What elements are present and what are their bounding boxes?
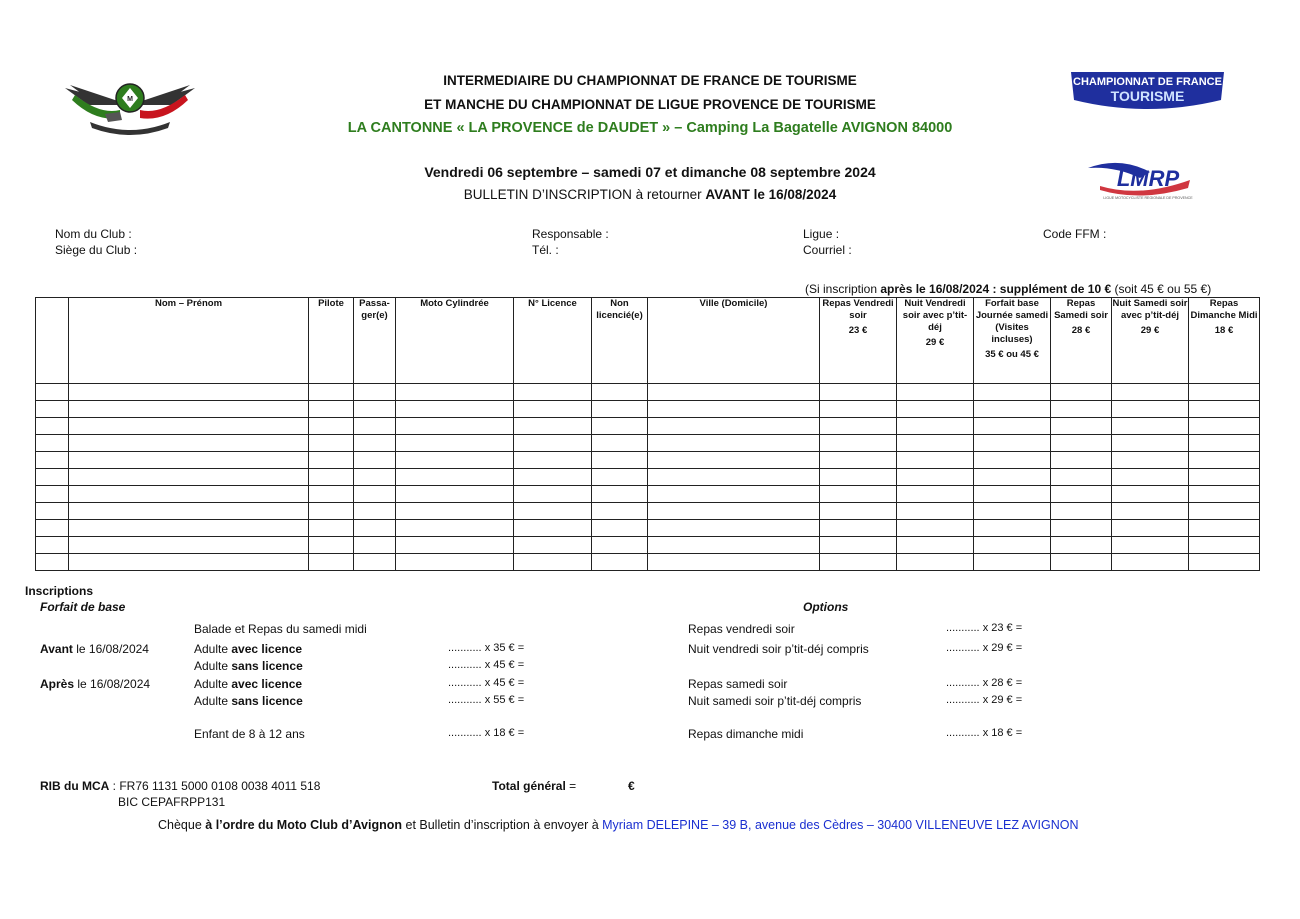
supplement-bold: après le 16/08/2024 : supplément de 10 € — [880, 282, 1112, 296]
tel-label: Tél. : — [532, 243, 559, 257]
table-cell[interactable] — [1189, 520, 1260, 537]
table-cell[interactable] — [592, 503, 648, 520]
forfait-title: Forfait de base — [40, 600, 126, 614]
table-cell[interactable] — [974, 554, 1051, 571]
header-line-1: INTERMEDIAIRE DU CHAMPIONNAT DE FRANCE DE TOURISME — [443, 73, 857, 88]
enfant-label: Enfant de 8 à 12 ans — [194, 727, 305, 741]
table-cell[interactable] — [897, 435, 974, 452]
table-cell[interactable] — [514, 554, 592, 571]
avant-label: Avant — [40, 642, 73, 656]
table-cell[interactable] — [1112, 418, 1189, 435]
adulte-sans-licence-1 — [194, 659, 303, 673]
dots: ........... — [946, 727, 980, 739]
table-cell[interactable] — [897, 537, 974, 554]
cheque-order: à l’ordre du Moto Club d’Avignon — [205, 818, 403, 832]
siege-club-label: Siège du Club : — [55, 243, 138, 257]
adulte-text: Adulte — [194, 677, 232, 691]
rib-value: : FR76 1131 5000 0108 0038 4011 518 — [109, 779, 321, 793]
table-cell[interactable] — [592, 452, 648, 469]
lmrp-subtext: LIGUE MOTOCYCLISTE REGIONALE DE PROVENCE — [1103, 196, 1193, 200]
adulte-text: Adulte — [194, 642, 232, 656]
table-cell[interactable] — [820, 384, 897, 401]
table-row — [36, 401, 1260, 418]
total-general[interactable] — [492, 779, 576, 793]
price-text: x 23 € = — [982, 622, 1023, 634]
table-cell[interactable] — [648, 452, 820, 469]
cft-line1: CHAMPIONNAT DE FRANCE — [1073, 76, 1222, 88]
price-field-18[interactable] — [448, 727, 524, 739]
table-cell[interactable] — [820, 418, 897, 435]
table-row — [36, 452, 1260, 469]
col-passager — [354, 298, 396, 384]
table-cell[interactable] — [1051, 452, 1112, 469]
table-cell[interactable] — [36, 503, 69, 520]
total-label: Total général — [492, 779, 566, 793]
price-text: x 45 € = — [484, 677, 525, 689]
col-licence — [514, 298, 592, 384]
col-repas-vendredi — [820, 298, 897, 384]
registration-table — [35, 297, 1260, 571]
option-price-field-1[interactable] — [946, 622, 1022, 634]
table-cell[interactable] — [820, 503, 897, 520]
cft-line2: TOURISME — [1110, 88, 1185, 104]
table-cell[interactable] — [69, 401, 309, 418]
table-cell[interactable] — [1112, 554, 1189, 571]
table-cell[interactable] — [974, 435, 1051, 452]
table-cell[interactable] — [974, 486, 1051, 503]
apres-label: Après — [40, 677, 75, 691]
responsable-label: Responsable : — [532, 227, 609, 241]
table-header-row — [36, 298, 1260, 384]
courriel-label: Courriel : — [803, 243, 852, 257]
avant-date-text: le 16/08/2024 — [72, 642, 149, 656]
table-cell[interactable] — [974, 401, 1051, 418]
cheque-pre: Chèque — [158, 818, 206, 832]
col-nuit-vendredi — [897, 298, 974, 384]
table-cell[interactable] — [69, 486, 309, 503]
table-row — [36, 537, 1260, 554]
apres-date-text: le 16/08/2024 — [74, 677, 151, 691]
table-cell[interactable] — [648, 384, 820, 401]
table-cell[interactable] — [1189, 537, 1260, 554]
table-cell[interactable] — [309, 537, 354, 554]
table-cell[interactable] — [354, 469, 396, 486]
table-row — [36, 503, 1260, 520]
header-line-2: ET MANCHE DU CHAMPIONNAT DE LIGUE PROVENCE DE TOURISME — [424, 97, 876, 112]
table-cell[interactable] — [1051, 469, 1112, 486]
option-price-field-4[interactable] — [946, 694, 1022, 706]
dots: ........... — [448, 727, 482, 739]
header-label: Passa-ger(e) — [359, 298, 390, 321]
table-cell[interactable] — [69, 503, 309, 520]
header-label: Repas Vendredi soir — [822, 298, 894, 321]
table-cell[interactable] — [592, 401, 648, 418]
table-cell[interactable] — [820, 469, 897, 486]
table-cell[interactable] — [592, 469, 648, 486]
header-label: Nuit Samedi soir avec p’tit-déj — [1112, 298, 1188, 321]
table-cell[interactable] — [396, 435, 514, 452]
col-nom-prenom — [69, 298, 309, 384]
bulletin-text: BULLETIN D’INSCRIPTION à retourner — [463, 187, 706, 202]
table-cell[interactable] — [974, 452, 1051, 469]
cheque-line — [158, 818, 1079, 832]
table-cell[interactable] — [309, 503, 354, 520]
col-pilote — [309, 298, 354, 384]
bulletin-deadline: AVANT le 16/08/2024 — [705, 187, 837, 202]
avec-licence-text: avec licence — [231, 642, 303, 656]
table-cell[interactable] — [1112, 452, 1189, 469]
table-row — [36, 435, 1260, 452]
option-price-field-3[interactable] — [946, 677, 1022, 689]
table-row — [36, 554, 1260, 571]
lmrp-text: LMRP — [1116, 166, 1180, 191]
adulte-text: Adulte — [194, 694, 232, 708]
header-label: Non licencié(e) — [596, 298, 643, 321]
dots: ........... — [448, 642, 482, 654]
bic-line: BIC CEPAFRPP131 — [118, 795, 226, 809]
table-cell[interactable] — [820, 435, 897, 452]
table-cell[interactable] — [354, 503, 396, 520]
header-price: 18 € — [1214, 325, 1234, 336]
table-cell[interactable] — [1051, 435, 1112, 452]
header-label: Moto Cylindrée — [420, 298, 489, 309]
header-price: 35 € ou 45 € — [985, 349, 1039, 360]
table-cell[interactable] — [309, 554, 354, 571]
table-cell[interactable] — [1112, 435, 1189, 452]
table-cell[interactable] — [648, 418, 820, 435]
apres-date — [40, 677, 150, 691]
header-label: Ville (Domicile) — [699, 298, 768, 309]
table-cell[interactable] — [897, 452, 974, 469]
header-label: Repas Dimanche Midi — [1190, 298, 1258, 321]
price-text: x 35 € = — [484, 642, 525, 654]
table-row — [36, 469, 1260, 486]
avec-licence-text: avec licence — [231, 677, 303, 691]
sans-licence-text: sans licence — [231, 659, 303, 673]
cheque-address: Myriam DELEPINE – 39 B, avenue des Cèdres – 30400 VILLENEUVE LEZ AVIGNON — [602, 818, 1079, 832]
header-label: Forfait base Journée samedi (Visites incluses) — [975, 298, 1049, 345]
table-cell[interactable] — [592, 554, 648, 571]
table-cell[interactable] — [514, 469, 592, 486]
price-text: x 18 € = — [982, 727, 1023, 739]
table-cell[interactable] — [1189, 418, 1260, 435]
table-cell[interactable] — [514, 452, 592, 469]
table-cell[interactable] — [36, 486, 69, 503]
championnat-de-france-tourisme-logo — [1065, 70, 1230, 116]
price-text: x 18 € = — [484, 727, 525, 739]
table-cell[interactable] — [1189, 401, 1260, 418]
dots: ........... — [946, 694, 980, 706]
table-cell[interactable] — [897, 486, 974, 503]
table-cell[interactable] — [1112, 384, 1189, 401]
table-cell[interactable] — [36, 469, 69, 486]
dots: ........... — [946, 622, 980, 634]
table-cell[interactable] — [36, 537, 69, 554]
header-label: Pilote — [318, 298, 344, 309]
table-cell[interactable] — [1051, 418, 1112, 435]
table-cell[interactable] — [396, 486, 514, 503]
table-cell[interactable] — [897, 503, 974, 520]
table-cell[interactable] — [396, 520, 514, 537]
table-cell[interactable] — [974, 537, 1051, 554]
total-eq: = — [565, 779, 577, 793]
table-cell[interactable] — [1112, 469, 1189, 486]
col-repas-samedi — [1051, 298, 1112, 384]
lmrp-logo — [1080, 158, 1210, 203]
table-cell[interactable] — [514, 537, 592, 554]
header-price: 23 € — [848, 325, 868, 336]
total-euro: € — [628, 779, 635, 793]
header-price: 28 € — [1071, 325, 1091, 336]
table-cell[interactable] — [648, 435, 820, 452]
table-row — [36, 486, 1260, 503]
table-cell[interactable] — [514, 401, 592, 418]
header-label: Nuit Vendredi soir avec p’tit-déj — [902, 298, 968, 333]
table-cell[interactable] — [309, 401, 354, 418]
dots: ........... — [946, 677, 980, 689]
table-cell[interactable] — [592, 537, 648, 554]
table-cell[interactable] — [514, 418, 592, 435]
option-repas-dimanche: Repas dimanche midi — [688, 727, 804, 741]
option-repas-vendredi: Repas vendredi soir — [688, 622, 795, 636]
table-cell[interactable] — [309, 384, 354, 401]
table-cell[interactable] — [1051, 486, 1112, 503]
table-cell[interactable] — [36, 554, 69, 571]
price-field-45-after[interactable] — [448, 677, 524, 689]
table-cell[interactable] — [36, 401, 69, 418]
table-cell[interactable] — [514, 384, 592, 401]
table-cell[interactable] — [648, 537, 820, 554]
table-cell[interactable] — [69, 469, 309, 486]
option-nuit-samedi: Nuit samedi soir p’tit-déj compris — [688, 694, 862, 708]
moto-club-avignon-logo — [60, 70, 200, 140]
table-cell[interactable] — [974, 384, 1051, 401]
table-cell[interactable] — [1189, 469, 1260, 486]
table-cell[interactable] — [820, 554, 897, 571]
code-ffm-label: Code FFM : — [1043, 227, 1107, 241]
table-cell[interactable] — [396, 469, 514, 486]
table-cell[interactable] — [648, 554, 820, 571]
table-cell[interactable] — [396, 418, 514, 435]
adulte-avec-licence-1 — [194, 642, 302, 656]
table-cell[interactable] — [1112, 503, 1189, 520]
table-cell[interactable] — [974, 520, 1051, 537]
adulte-text: Adulte — [194, 659, 232, 673]
cheque-mid: et Bulletin d’inscription à envoyer à — [402, 818, 603, 832]
table-row — [36, 384, 1260, 401]
rib-line — [40, 779, 320, 793]
supplement-note — [805, 282, 1211, 296]
table-cell[interactable] — [309, 418, 354, 435]
col-index — [36, 298, 69, 384]
nom-club-label: Nom du Club : — [55, 227, 132, 241]
table-cell[interactable] — [69, 435, 309, 452]
table-cell[interactable] — [354, 401, 396, 418]
table-cell[interactable] — [354, 418, 396, 435]
option-nuit-vendredi: Nuit vendredi soir p’tit-déj compris — [688, 642, 869, 656]
table-cell[interactable] — [514, 435, 592, 452]
table-cell[interactable] — [514, 486, 592, 503]
rib-label: RIB du MCA — [40, 779, 110, 793]
col-repas-dimanche — [1189, 298, 1260, 384]
table-cell[interactable] — [36, 384, 69, 401]
table-cell[interactable] — [592, 435, 648, 452]
table-cell[interactable] — [592, 384, 648, 401]
table-cell[interactable] — [396, 554, 514, 571]
table-cell[interactable] — [309, 469, 354, 486]
price-field-55[interactable] — [448, 694, 524, 706]
table-cell[interactable] — [309, 435, 354, 452]
table-cell[interactable] — [897, 418, 974, 435]
supplement-pre: (Si inscription — [805, 282, 881, 296]
table-cell[interactable] — [396, 503, 514, 520]
dots: ........... — [448, 677, 482, 689]
table-cell[interactable] — [354, 520, 396, 537]
price-text: x 29 € = — [982, 694, 1023, 706]
price-field-35[interactable] — [448, 642, 524, 654]
table-cell[interactable] — [69, 537, 309, 554]
balade-label: Balade et Repas du samedi midi — [194, 622, 367, 636]
table-cell[interactable] — [648, 520, 820, 537]
table-cell[interactable] — [820, 537, 897, 554]
table-cell[interactable] — [1189, 486, 1260, 503]
header-line-3: LA CANTONNE « LA PROVENCE de DAUDET » – Camping La Bagatelle AVIGNON 84000 — [347, 120, 953, 136]
table-cell[interactable] — [897, 384, 974, 401]
bulletin-line — [300, 187, 1000, 202]
header-price: 29 € — [925, 337, 945, 348]
table-cell[interactable] — [1051, 503, 1112, 520]
table-cell[interactable] — [1189, 452, 1260, 469]
table-cell[interactable] — [592, 520, 648, 537]
table-cell[interactable] — [1189, 435, 1260, 452]
dots: ........... — [448, 659, 482, 671]
ligue-label: Ligue : — [803, 227, 840, 241]
table-cell[interactable] — [354, 537, 396, 554]
table-cell[interactable] — [1189, 503, 1260, 520]
table-cell[interactable] — [1112, 520, 1189, 537]
avant-date — [40, 642, 149, 656]
price-text: x 29 € = — [982, 642, 1023, 654]
table-cell[interactable] — [897, 469, 974, 486]
adulte-sans-licence-2 — [194, 694, 303, 708]
adulte-avec-licence-2 — [194, 677, 302, 691]
table-cell[interactable] — [309, 486, 354, 503]
table-cell[interactable] — [897, 401, 974, 418]
table-cell[interactable] — [592, 486, 648, 503]
option-price-field-5[interactable] — [946, 727, 1022, 739]
header-label: Nom – Prénom — [154, 298, 223, 309]
col-moto — [396, 298, 514, 384]
table-cell[interactable] — [1051, 554, 1112, 571]
table-cell[interactable] — [354, 435, 396, 452]
supplement-post: (soit 45 € ou 55 €) — [1111, 282, 1212, 296]
option-price-field-2[interactable] — [946, 642, 1022, 654]
table-cell[interactable] — [36, 520, 69, 537]
table-cell[interactable] — [820, 401, 897, 418]
table-cell[interactable] — [36, 435, 69, 452]
table-cell[interactable] — [897, 554, 974, 571]
header-price: 29 € — [1140, 325, 1160, 336]
registration-table-body — [36, 384, 1260, 571]
table-cell[interactable] — [309, 520, 354, 537]
table-cell[interactable] — [1112, 486, 1189, 503]
col-non-licencie — [592, 298, 648, 384]
table-cell[interactable] — [396, 401, 514, 418]
table-cell[interactable] — [69, 520, 309, 537]
table-cell[interactable] — [36, 418, 69, 435]
table-cell[interactable] — [648, 469, 820, 486]
table-cell[interactable] — [396, 452, 514, 469]
table-cell[interactable] — [354, 452, 396, 469]
table-cell[interactable] — [1051, 520, 1112, 537]
table-row — [36, 520, 1260, 537]
options-title: Options — [803, 600, 849, 614]
table-cell[interactable] — [1189, 384, 1260, 401]
table-cell[interactable] — [592, 418, 648, 435]
table-row — [36, 418, 1260, 435]
table-cell[interactable] — [309, 452, 354, 469]
table-cell[interactable] — [648, 503, 820, 520]
dots: ........... — [946, 642, 980, 654]
event-dates: Vendredi 06 septembre – samedi 07 et dimanche 08 septembre 2024 — [424, 164, 876, 180]
price-text: x 55 € = — [484, 694, 525, 706]
table-cell[interactable] — [354, 384, 396, 401]
table-cell[interactable] — [648, 401, 820, 418]
dots: ........... — [448, 694, 482, 706]
header-label: Repas Samedi soir — [1054, 298, 1108, 321]
price-text: x 45 € = — [484, 659, 525, 671]
col-ville — [648, 298, 820, 384]
svg-text:M: M — [127, 96, 133, 103]
table-cell[interactable] — [648, 486, 820, 503]
table-cell[interactable] — [514, 520, 592, 537]
table-cell[interactable] — [69, 554, 309, 571]
table-cell[interactable] — [1112, 401, 1189, 418]
table-cell[interactable] — [820, 520, 897, 537]
option-repas-samedi: Repas samedi soir — [688, 677, 788, 691]
col-nuit-samedi — [1112, 298, 1189, 384]
table-cell[interactable] — [396, 537, 514, 554]
table-cell[interactable] — [820, 486, 897, 503]
price-field-45[interactable] — [448, 659, 524, 671]
table-cell[interactable] — [69, 418, 309, 435]
table-cell[interactable] — [820, 452, 897, 469]
price-text: x 28 € = — [982, 677, 1023, 689]
header-label: N° Licence — [528, 298, 577, 309]
table-cell[interactable] — [974, 418, 1051, 435]
col-forfait-samedi — [974, 298, 1051, 384]
table-cell[interactable] — [354, 554, 396, 571]
table-cell[interactable] — [1051, 384, 1112, 401]
table-cell[interactable] — [1189, 554, 1260, 571]
table-cell[interactable] — [396, 384, 514, 401]
table-cell[interactable] — [69, 452, 309, 469]
table-cell[interactable] — [897, 520, 974, 537]
table-cell[interactable] — [1051, 537, 1112, 554]
table-cell[interactable] — [36, 452, 69, 469]
sans-licence-text: sans licence — [231, 694, 303, 708]
table-cell[interactable] — [974, 503, 1051, 520]
table-cell[interactable] — [354, 486, 396, 503]
inscriptions-title: Inscriptions — [25, 584, 94, 598]
table-cell[interactable] — [514, 503, 592, 520]
table-cell[interactable] — [1112, 537, 1189, 554]
table-cell[interactable] — [1051, 401, 1112, 418]
table-cell[interactable] — [69, 384, 309, 401]
table-cell[interactable] — [974, 469, 1051, 486]
